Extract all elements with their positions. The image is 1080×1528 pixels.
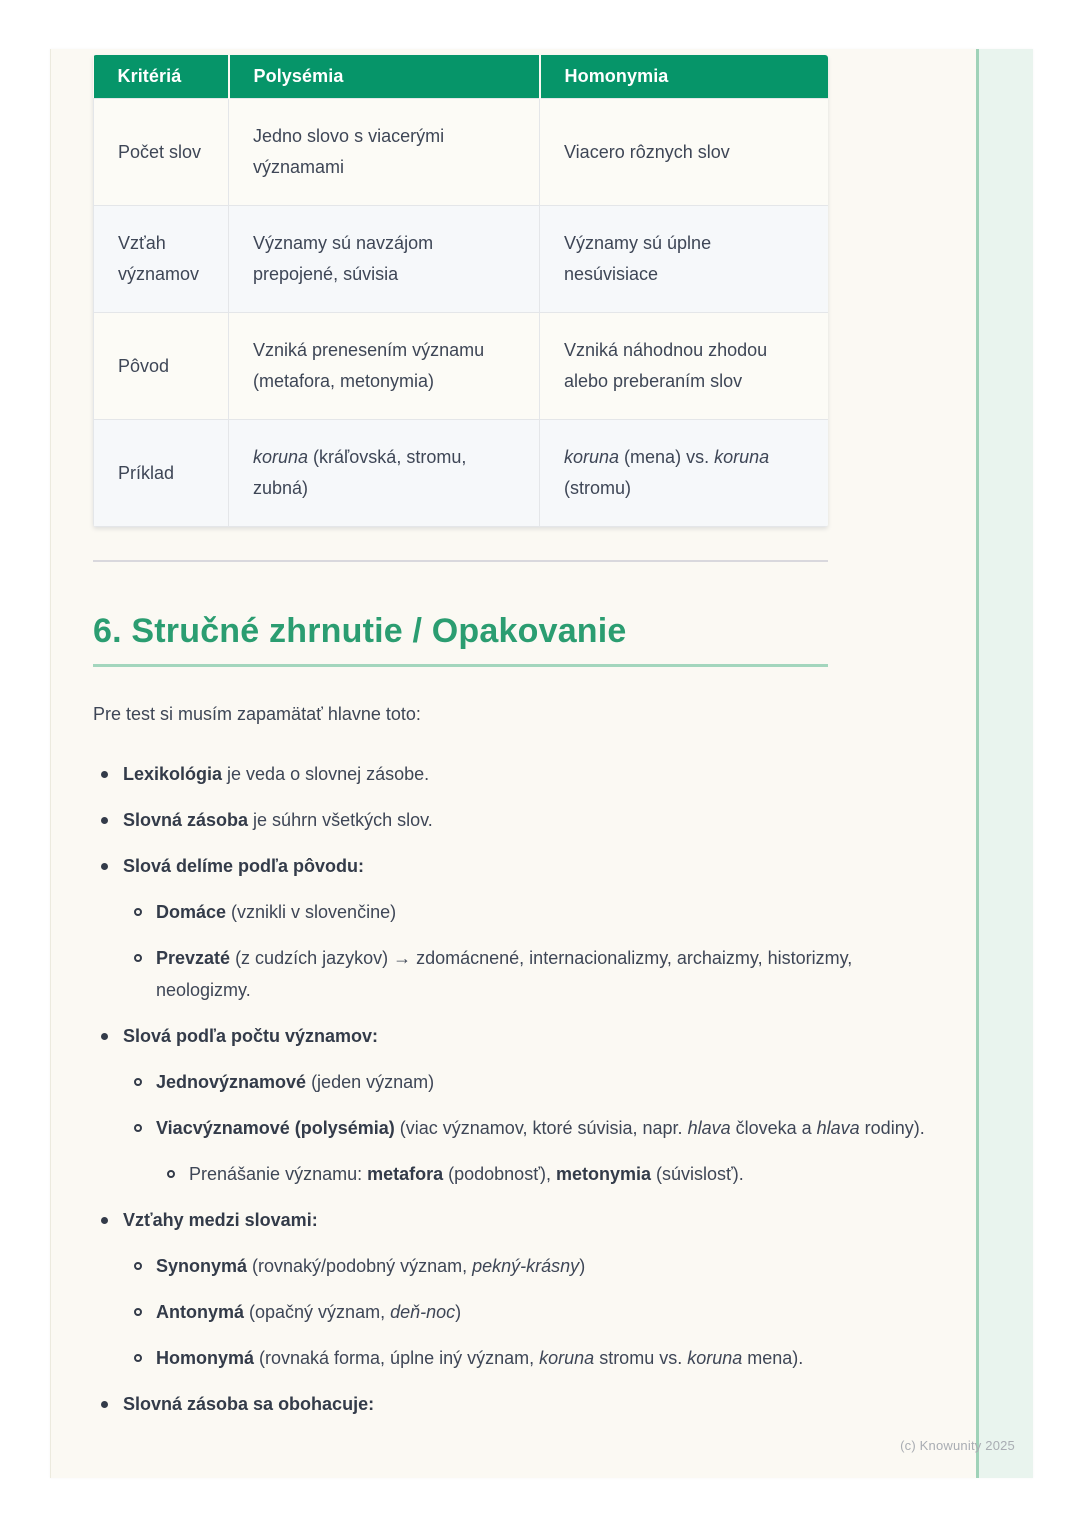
list-item [126,942,939,1006]
list-item-row [126,1250,939,1282]
list-item-text [156,1342,939,1374]
bullet-marker-icon [134,1308,142,1316]
table-header-cell: Kritériá [94,55,229,99]
text-segment: koruna [564,447,620,467]
text-segment: Vzniká prenesením významu (metafora, metonymia) [253,340,485,391]
table-row [94,313,829,420]
text-segment: (jeden význam) [306,1072,435,1092]
text-segment: (stromu) [564,478,631,498]
summary-sublist [126,1066,939,1190]
text-segment: pekný-krásny [472,1256,580,1276]
list-item-text [123,1388,939,1420]
text-segment: Lexikológia [123,764,223,784]
bullet-marker-icon [134,1262,142,1270]
list-item-row [126,1296,939,1328]
text-segment: Slová podľa počtu významov: [123,1026,378,1046]
list-item-row [93,1388,939,1420]
criterion-cell: Počet slov [94,99,229,206]
homonymia-cell [540,99,829,206]
text-segment: Jednovýznamové [156,1072,307,1092]
list-item [93,758,939,790]
heading-underline [93,664,828,667]
text-segment: je súhrn všetkých slov. [248,810,433,830]
list-item [126,1296,939,1328]
list-item [93,1204,939,1374]
bullet-marker-icon [167,1170,175,1178]
text-segment: Antonymá [156,1302,245,1322]
bullet-marker-icon [101,771,108,778]
text-segment: (súvislosť). [650,1164,744,1184]
list-item-row [93,850,939,882]
bullet-marker-icon [101,1033,108,1040]
list-item [126,1066,939,1098]
text-segment: deň-noc [390,1302,456,1322]
polysemia-cell [229,420,540,527]
list-item [126,896,939,928]
watermark: (c) Knowunity 2025 [900,1438,1015,1453]
text-segment: ) [579,1256,586,1276]
table-row [94,206,829,313]
table-row [94,420,829,527]
list-item-row [126,1112,939,1144]
summary-sublist [126,1250,939,1374]
text-segment: koruna [714,447,770,467]
list-item-text [123,1204,939,1236]
text-segment: Slovná zásoba [123,810,249,830]
page-content [93,49,939,1434]
text-segment: hlava [816,1118,860,1138]
decorative-sidebar [976,49,1033,1478]
list-item-text [156,942,939,1006]
table-header-cell: Homonymia [540,55,829,99]
list-item-row [93,1020,939,1052]
text-segment: ) [455,1302,462,1322]
text-segment: človeka a [730,1118,817,1138]
summary-list [93,758,939,1420]
polysemia-cell [229,99,540,206]
list-item-text [123,804,939,836]
text-segment: (kráľovská, stromu, zubná) [253,447,467,498]
text-segment: Domáce [156,902,227,922]
list-item-text [156,1112,939,1144]
bullet-marker-icon [101,1217,108,1224]
list-item [126,1250,939,1282]
text-segment: metonymia [555,1164,651,1184]
text-segment: koruna [687,1348,743,1368]
list-item-text [123,758,939,790]
section-heading: 6. Stručné zhrnutie / Opakovanie [93,612,627,650]
comparison-table [93,55,828,527]
list-item [159,1158,939,1190]
text-segment: Prenášanie významu: [189,1164,368,1184]
list-item-row [93,1204,939,1236]
text-segment: Slová delíme podľa pôvodu: [123,856,364,876]
text-segment: Viacero rôznych slov [564,141,730,162]
text-segment: Slovná zásoba sa obohacuje: [123,1394,375,1414]
text-segment: Jedno slovo s viacerými významami [253,126,445,177]
list-item-text [156,1066,939,1098]
text-segment: je veda o slovnej zásobe. [222,764,430,784]
list-item [126,1112,939,1190]
comparison-table-wrapper [93,55,828,527]
text-segment: (rovnaký/podobný význam, [247,1256,473,1276]
list-item-row [126,896,939,928]
text-segment: (rovnaká forma, úplne iný význam, [254,1348,540,1368]
bullet-marker-icon [101,1401,108,1408]
text-segment: (z cudzích jazykov) → zdomácnené, internacionalizmy, archaizmy, historizmy, neologizmy. [156,948,853,1000]
list-item [93,804,939,836]
polysemia-cell [229,313,540,420]
text-segment: Homonymá [156,1348,255,1368]
list-item [93,1020,939,1190]
list-item-text [156,1296,939,1328]
text-segment: stromu vs. [594,1348,688,1368]
text-segment: Významy sú úplne nesúvisiace [564,233,712,284]
bullet-marker-icon [101,863,108,870]
text-segment: (opačný význam, [244,1302,391,1322]
text-segment: rodiny). [859,1118,925,1138]
criterion-cell: Pôvod [94,313,229,420]
homonymia-cell [540,420,829,527]
list-item [93,1388,939,1420]
list-item-text [189,1158,939,1190]
bullet-marker-icon [134,1124,142,1132]
section-divider [93,560,828,562]
text-segment: (viac významov, ktoré súvisia, napr. [394,1118,688,1138]
text-segment: Synonymá [156,1256,248,1276]
homonymia-cell [540,313,829,420]
text-segment: Viacvýznamové (polysémia) [156,1118,395,1138]
bullet-marker-icon [134,1078,142,1086]
homonymia-cell [540,206,829,313]
text-segment: Významy sú navzájom prepojené, súvisia [253,233,434,284]
list-item-row [93,804,939,836]
summary-sublist [159,1158,939,1190]
text-segment: (podobnosť), [443,1164,556,1184]
text-segment: (mena) vs. [619,447,715,467]
text-segment: (vznikli v slovenčine) [226,902,397,922]
table-header-cell: Polysémia [229,55,540,99]
intro-text: Pre test si musím zapamätať hlavne toto: [93,704,421,724]
bullet-marker-icon [134,1354,142,1362]
text-segment: hlava [687,1118,731,1138]
list-item-row [126,1066,939,1098]
list-item-row [93,758,939,790]
summary-sublist [126,896,939,1006]
table-header-row [94,55,829,99]
criterion-cell: Príklad [94,420,229,527]
text-segment: mena). [742,1348,804,1368]
list-item-text [123,1020,939,1052]
text-segment: metafora [367,1164,444,1184]
list-item-row [126,942,939,1006]
text-segment: Vzniká náhodnou zhodou alebo preberaním slov [564,340,768,391]
list-item-text [123,850,939,882]
bullet-marker-icon [134,954,142,962]
text-segment: koruna [539,1348,595,1368]
text-segment: Prevzaté [156,948,231,968]
document-page [50,49,1033,1478]
list-item-row [159,1158,939,1190]
list-item [93,850,939,1006]
text-segment: koruna [253,447,309,467]
criterion-cell: Vzťah významov [94,206,229,313]
list-item-row [126,1342,939,1374]
bullet-marker-icon [101,817,108,824]
summary-list-area [93,758,939,1420]
text-segment: Vzťahy medzi slovami: [123,1210,318,1230]
bullet-marker-icon [134,908,142,916]
list-item [126,1342,939,1374]
list-item-text [156,896,939,928]
polysemia-cell [229,206,540,313]
list-item-text [156,1250,939,1282]
table-row [94,99,829,206]
